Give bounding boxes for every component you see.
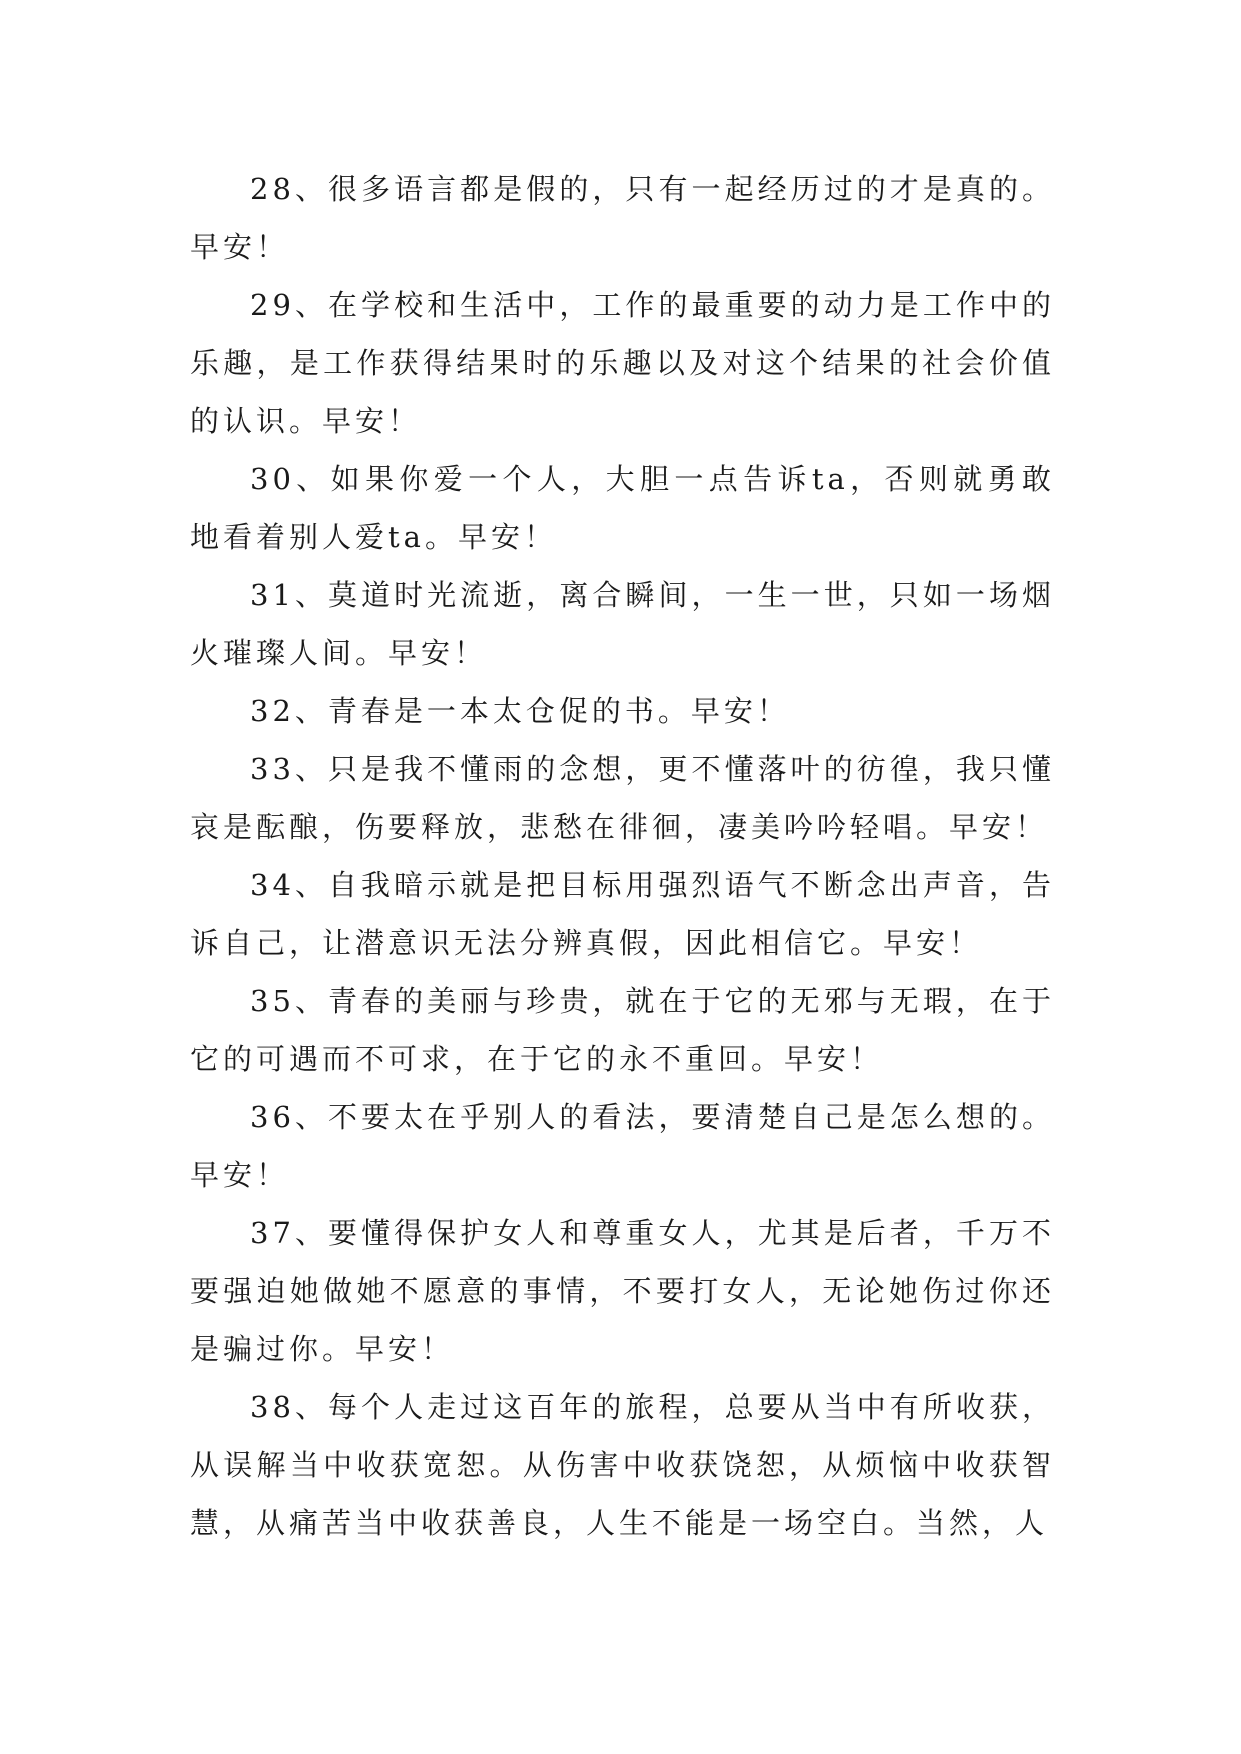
paragraph-35: 35、青春的美丽与珍贵，就在于它的无邪与无瑕，在于它的可遇而不可求，在于它的永不重回。早安！ [190, 984, 1055, 1076]
paragraph-33: 33、只是我不懂雨的念想，更不懂落叶的彷徨，我只懂哀是酝酿，伤要释放，悲愁在徘徊，凄美吟吟轻唱。早安！ [190, 752, 1055, 844]
paragraph-34: 34、自我暗示就是把目标用强烈语气不断念出声音，告诉自己，让潜意识无法分辨真假，因此相信它。早安！ [190, 868, 1055, 960]
paragraph-38: 38、每个人走过这百年的旅程，总要从当中有所收获，从误解当中收获宽恕。从伤害中收获饶恕，从烦恼中收获智慧，从痛苦当中收获善良，人生不能是一场空白。当然，人 [190, 1390, 1055, 1540]
paragraph-30: 30、如果你爱一个人，大胆一点告诉ta，否则就勇敢地看着别人爱ta。早安！ [190, 462, 1055, 554]
paragraph-28: 28、很多语言都是假的，只有一起经历过的才是真的。早安！ [190, 172, 1055, 264]
paragraph-37: 37、要懂得保护女人和尊重女人，尤其是后者，千万不要强迫她做她不愿意的事情，不要打女人，无论她伤过你还是骗过你。早安！ [190, 1216, 1055, 1366]
paragraph-29: 29、在学校和生活中，工作的最重要的动力是工作中的乐趣，是工作获得结果时的乐趣以及对这个结果的社会价值的认识。早安！ [190, 288, 1055, 438]
paragraph-31: 31、莫道时光流逝，离合瞬间，一生一世，只如一场烟火璀璨人间。早安！ [190, 578, 1055, 670]
paragraph-32: 32、青春是一本太仓促的书。早安！ [250, 694, 790, 728]
paragraph-36: 36、不要太在乎别人的看法，要清楚自己是怎么想的。早安！ [190, 1100, 1055, 1192]
document-body [190, 160, 1055, 1552]
